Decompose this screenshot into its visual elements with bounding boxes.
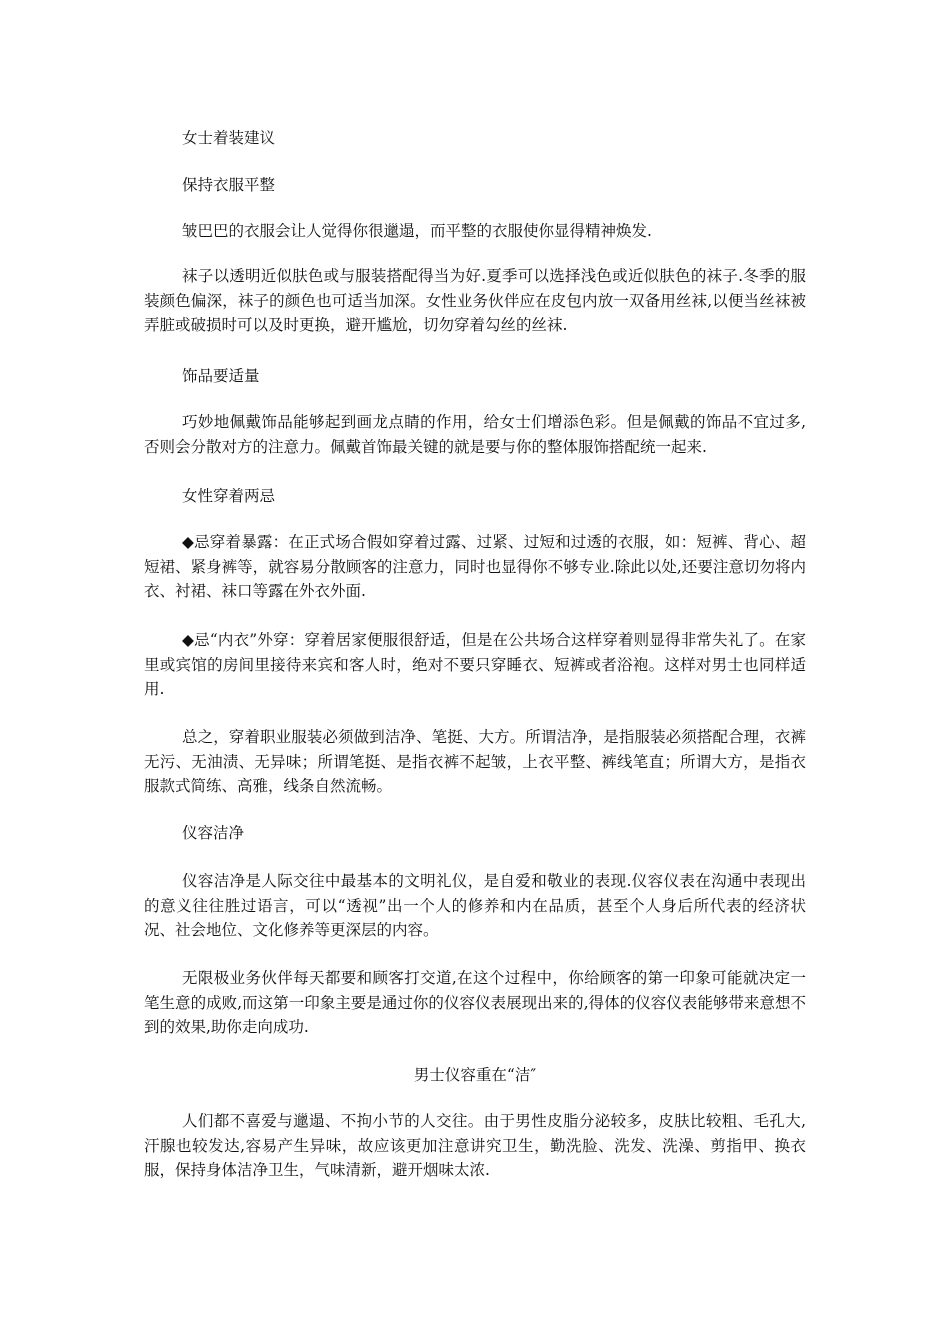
document-title: 女士着装建议 — [182, 129, 276, 147]
paragraph: 总之，穿着职业服装必须做到洁净、笔挺、大方。所谓洁净，是指服装必须搭配合理，衣裤无污、无油渍、无异味；所谓笔挺、是指衣裤不起皱，上衣平整、裤线笔直；所谓大方，是指衣服款式简练、高雅，线条自然流畅。 — [144, 728, 806, 795]
paragraph: 人们都不喜爱与邋遢、不拘小节的人交往。由于男性皮脂分泌较多，皮肤比较粗、毛孔大,汗腺也较发达,容易产生异味，故应该更加注意讲究卫生，勤洗脸、洗发、洗澡、剪指甲、换衣服，保持身体洁净卫生，气味清新，避开烟味太浓. — [144, 1112, 806, 1179]
paragraph: 皱巴巴的衣服会让人觉得你很邋遢，而平整的衣服使你显得精神焕发. — [182, 222, 652, 240]
section-heading: 仪容洁净 — [182, 824, 245, 842]
paragraph: ◆忌“内衣”外穿：穿着居家便服很舒适，但是在公共场合这样穿着则显得非常失礼了。在家里或宾馆的房间里接待来宾和客人时，绝对不要只穿睡衣、短裤或者浴袍。这样对男士也同样适用. — [144, 631, 806, 698]
paragraph: 仪容洁净是人际交往中最基本的文明礼仪，是自爱和敬业的表现.仪容仪表在沟通中表现出的意义往往胜过语言，可以“透视”出一个人的修养和内在品质，甚至个人身后所代表的经济状况、社会地位、文化修养等更深层的内容。 — [144, 872, 806, 939]
paragraph: ◆忌穿着暴露：在正式场合假如穿着过露、过紧、过短和过透的衣服，如：短裤、背心、超短裙、紧身裤等，就容易分散顾客的注意力，同时也显得你不够专业.除此以处,还要注意切勿将内衣、衬裙、袜口等露在外衣外面. — [144, 533, 806, 600]
paragraph: 巧妙地佩戴饰品能够起到画龙点睛的作用，给女士们增添色彩。但是佩戴的饰品不宜过多,否则会分散对方的注意力。佩戴首饰最关键的就是要与你的整体服饰搭配统一起来. — [144, 413, 806, 456]
paragraph: 无限极业务伙伴每天都要和顾客打交道,在这个过程中，你给顾客的第一印象可能就决定一笔生意的成败,而这第一印象主要是通过你的仪容仪表展现出来的,得体的仪容仪表能够带来意想不到的效果,助你走向成功. — [144, 969, 806, 1036]
centered-heading: 男士仪容重在“洁″ — [413, 1066, 537, 1084]
section-heading: 女性穿着两忌 — [182, 487, 276, 505]
section-heading: 保持衣服平整 — [182, 176, 276, 194]
paragraph: 袜子以透明近似肤色或与服装搭配得当为好.夏季可以选择浅色或近似肤色的袜子.冬季的服装颜色偏深，袜子的颜色也可适当加深。女性业务伙伴应在皮包内放一双备用丝袜,以便当丝袜被弄脏或破损时可以及时更换，避开尴尬，切勿穿着勾丝的丝袜. — [144, 267, 806, 334]
section-heading: 饰品要适量 — [182, 367, 260, 385]
